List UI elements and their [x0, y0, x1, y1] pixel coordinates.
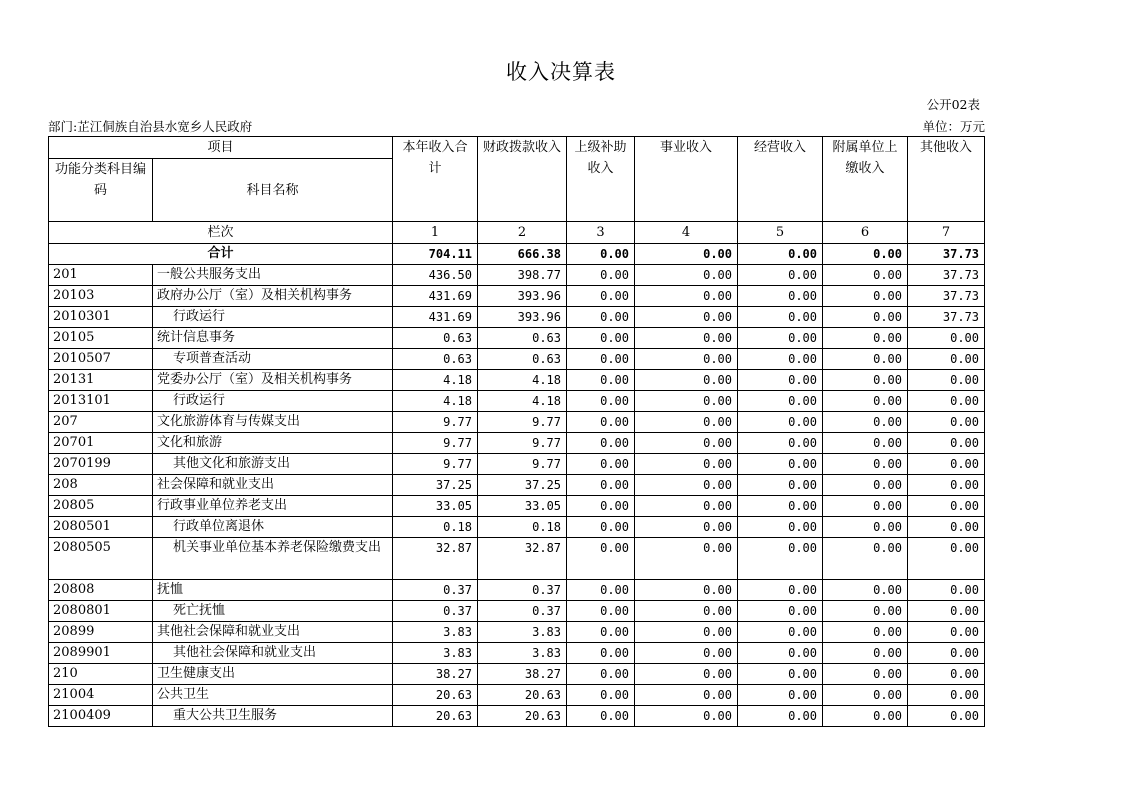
- amount-cell: 38.27: [393, 664, 478, 685]
- subject-code: 207: [49, 412, 153, 433]
- amount-cell: 0.00: [567, 685, 635, 706]
- table-row: [49, 517, 985, 538]
- amount-cell: 0.00: [823, 664, 908, 685]
- amount-cell: 0.37: [478, 580, 567, 601]
- amount-cell: 0.00: [823, 286, 908, 307]
- amount-cell: 398.77: [478, 265, 567, 286]
- header-col-superior: 上级补助收入: [567, 137, 635, 222]
- subject-name: 统计信息事务: [153, 328, 393, 349]
- amount-cell: 0.00: [823, 685, 908, 706]
- subject-name: 公共卫生: [153, 685, 393, 706]
- amount-cell: 4.18: [478, 370, 567, 391]
- amount-cell: 9.77: [393, 454, 478, 475]
- amount-cell: 0.00: [823, 706, 908, 727]
- amount-cell: 0.00: [567, 580, 635, 601]
- amount-cell: 0.00: [823, 538, 908, 580]
- table-row: [49, 685, 985, 706]
- subject-name: 卫生健康支出: [153, 664, 393, 685]
- amount-cell: 0.00: [635, 706, 738, 727]
- amount-cell: 0.00: [738, 433, 823, 454]
- amount-cell: 0.00: [738, 601, 823, 622]
- subject-name: 党委办公厅（室）及相关机构事务: [153, 370, 393, 391]
- amount-cell: 9.77: [478, 433, 567, 454]
- amount-cell: 0.00: [567, 307, 635, 328]
- header-col-business: 事业收入: [635, 137, 738, 222]
- amount-cell: 0.00: [635, 286, 738, 307]
- table-row: [49, 307, 985, 328]
- total-value: 666.38: [478, 244, 567, 265]
- amount-cell: 0.00: [567, 454, 635, 475]
- amount-cell: 0.00: [738, 454, 823, 475]
- unit-label: 单位：万元: [922, 119, 985, 134]
- amount-cell: 0.00: [823, 517, 908, 538]
- amount-cell: 0.00: [567, 496, 635, 517]
- subject-code: 20103: [49, 286, 153, 307]
- amount-cell: 0.00: [567, 601, 635, 622]
- col-number: 2: [478, 222, 567, 244]
- amount-cell: 33.05: [478, 496, 567, 517]
- amount-cell: 0.00: [738, 307, 823, 328]
- amount-cell: 0.00: [635, 328, 738, 349]
- subject-code: 21004: [49, 685, 153, 706]
- table-row: [49, 391, 985, 412]
- subject-name: 文化旅游体育与传媒支出: [153, 412, 393, 433]
- table-row: [49, 664, 985, 685]
- amount-cell: 0.00: [635, 664, 738, 685]
- amount-cell: 32.87: [393, 538, 478, 580]
- amount-cell: 0.00: [567, 265, 635, 286]
- amount-cell: 0.00: [908, 643, 985, 664]
- amount-cell: 9.77: [393, 412, 478, 433]
- table-row: [49, 349, 985, 370]
- amount-cell: 0.00: [823, 391, 908, 412]
- table-row: [49, 433, 985, 454]
- subject-code: 20105: [49, 328, 153, 349]
- subject-code: 2013101: [49, 391, 153, 412]
- header-name: 科目名称: [153, 159, 393, 222]
- table-row: [49, 538, 985, 580]
- amount-cell: 0.00: [635, 454, 738, 475]
- subject-name: 行政运行: [153, 391, 393, 412]
- subject-name: 行政事业单位养老支出: [153, 496, 393, 517]
- amount-cell: 0.00: [635, 685, 738, 706]
- amount-cell: 0.00: [738, 370, 823, 391]
- amount-cell: 0.00: [738, 580, 823, 601]
- amount-cell: 0.00: [908, 706, 985, 727]
- subject-code: 2100409: [49, 706, 153, 727]
- subject-name: 文化和旅游: [153, 433, 393, 454]
- amount-cell: 0.00: [908, 412, 985, 433]
- table-row: [49, 475, 985, 496]
- amount-cell: 0.63: [393, 349, 478, 370]
- header-col-other: 其他收入: [908, 137, 985, 222]
- amount-cell: 37.73: [908, 286, 985, 307]
- total-value: 0.00: [567, 244, 635, 265]
- amount-cell: 0.00: [738, 496, 823, 517]
- amount-cell: 0.00: [567, 664, 635, 685]
- subject-name: 机关事业单位基本养老保险缴费支出: [153, 538, 393, 580]
- amount-cell: 0.00: [635, 601, 738, 622]
- amount-cell: 20.63: [478, 685, 567, 706]
- amount-cell: 0.00: [823, 349, 908, 370]
- amount-cell: 0.00: [567, 328, 635, 349]
- amount-cell: 0.00: [567, 706, 635, 727]
- amount-cell: 0.00: [635, 517, 738, 538]
- amount-cell: 431.69: [393, 286, 478, 307]
- subject-name: 行政单位离退休: [153, 517, 393, 538]
- amount-cell: 0.00: [908, 475, 985, 496]
- amount-cell: 0.00: [908, 454, 985, 475]
- income-table: [48, 136, 985, 727]
- header-col-total: 本年收入合计: [393, 137, 478, 222]
- amount-cell: 0.00: [823, 643, 908, 664]
- subject-name: 一般公共服务支出: [153, 265, 393, 286]
- amount-cell: 393.96: [478, 307, 567, 328]
- amount-cell: 3.83: [478, 622, 567, 643]
- amount-cell: 9.77: [478, 412, 567, 433]
- amount-cell: 0.00: [738, 475, 823, 496]
- amount-cell: 9.77: [393, 433, 478, 454]
- total-value: 0.00: [635, 244, 738, 265]
- amount-cell: 0.00: [635, 643, 738, 664]
- subject-code: 20805: [49, 496, 153, 517]
- header-project: 项目: [49, 137, 393, 159]
- amount-cell: 0.00: [567, 370, 635, 391]
- amount-cell: 0.00: [635, 433, 738, 454]
- amount-cell: 0.00: [738, 538, 823, 580]
- amount-cell: 0.00: [567, 286, 635, 307]
- amount-cell: 0.63: [478, 328, 567, 349]
- amount-cell: 37.25: [478, 475, 567, 496]
- amount-cell: 0.18: [478, 517, 567, 538]
- amount-cell: 0.00: [908, 349, 985, 370]
- amount-cell: 32.87: [478, 538, 567, 580]
- amount-cell: 0.00: [908, 370, 985, 391]
- amount-cell: 0.00: [635, 370, 738, 391]
- amount-cell: 0.00: [823, 433, 908, 454]
- amount-cell: 0.18: [393, 517, 478, 538]
- total-label: 合计: [49, 244, 393, 265]
- total-value: 704.11: [393, 244, 478, 265]
- amount-cell: 393.96: [478, 286, 567, 307]
- amount-cell: 436.50: [393, 265, 478, 286]
- amount-cell: 0.00: [738, 643, 823, 664]
- amount-cell: 0.00: [635, 349, 738, 370]
- amount-cell: 0.00: [567, 622, 635, 643]
- header-code: 功能分类科目编码: [49, 159, 153, 222]
- amount-cell: 0.00: [635, 265, 738, 286]
- amount-cell: 0.00: [823, 580, 908, 601]
- amount-cell: 4.18: [478, 391, 567, 412]
- amount-cell: 0.00: [738, 706, 823, 727]
- amount-cell: 0.00: [908, 328, 985, 349]
- amount-cell: 0.00: [823, 601, 908, 622]
- amount-cell: 0.00: [908, 391, 985, 412]
- table-row: [49, 496, 985, 517]
- table-number: 公开02表: [926, 97, 980, 112]
- amount-cell: 0.00: [908, 496, 985, 517]
- subject-code: 20899: [49, 622, 153, 643]
- amount-cell: 37.25: [393, 475, 478, 496]
- amount-cell: 3.83: [478, 643, 567, 664]
- table-row: [49, 706, 985, 727]
- subject-code: 2080501: [49, 517, 153, 538]
- amount-cell: 0.00: [823, 454, 908, 475]
- amount-cell: 0.00: [635, 475, 738, 496]
- table-row: [49, 601, 985, 622]
- amount-cell: 0.00: [823, 622, 908, 643]
- amount-cell: 3.83: [393, 643, 478, 664]
- amount-cell: 0.00: [738, 412, 823, 433]
- amount-cell: 0.00: [823, 307, 908, 328]
- subject-code: 2080801: [49, 601, 153, 622]
- header-col-affiliated: 附属单位上缴收入: [823, 137, 908, 222]
- amount-cell: 0.00: [908, 685, 985, 706]
- subject-name: 其他社会保障和就业支出: [153, 622, 393, 643]
- table-row: [49, 286, 985, 307]
- amount-cell: 38.27: [478, 664, 567, 685]
- amount-cell: 0.00: [567, 433, 635, 454]
- table-row: [49, 370, 985, 391]
- subject-name: 其他社会保障和就业支出: [153, 643, 393, 664]
- amount-cell: 0.00: [567, 517, 635, 538]
- subject-code: 2089901: [49, 643, 153, 664]
- amount-cell: 0.00: [738, 517, 823, 538]
- amount-cell: 0.00: [738, 328, 823, 349]
- amount-cell: 20.63: [478, 706, 567, 727]
- subject-code: 208: [49, 475, 153, 496]
- amount-cell: 0.00: [738, 349, 823, 370]
- subject-code: 210: [49, 664, 153, 685]
- subject-name: 政府办公厅（室）及相关机构事务: [153, 286, 393, 307]
- subject-name: 抚恤: [153, 580, 393, 601]
- amount-cell: 0.00: [823, 265, 908, 286]
- header-col-fiscal: 财政拨款收入: [478, 137, 567, 222]
- amount-cell: 0.00: [908, 601, 985, 622]
- subject-code: 20808: [49, 580, 153, 601]
- amount-cell: 0.00: [908, 622, 985, 643]
- subject-name: 重大公共卫生服务: [153, 706, 393, 727]
- amount-cell: 0.00: [567, 475, 635, 496]
- amount-cell: 0.00: [738, 664, 823, 685]
- subject-code: 2010507: [49, 349, 153, 370]
- subject-name: 专项普查活动: [153, 349, 393, 370]
- amount-cell: 0.00: [635, 391, 738, 412]
- amount-cell: 0.00: [567, 538, 635, 580]
- amount-cell: 37.73: [908, 265, 985, 286]
- amount-cell: 0.00: [823, 412, 908, 433]
- header-col-operating: 经营收入: [738, 137, 823, 222]
- amount-cell: 0.00: [823, 496, 908, 517]
- amount-cell: 0.37: [393, 580, 478, 601]
- amount-cell: 0.00: [823, 475, 908, 496]
- subject-name: 其他文化和旅游支出: [153, 454, 393, 475]
- amount-cell: 0.00: [738, 391, 823, 412]
- amount-cell: 0.00: [635, 496, 738, 517]
- amount-cell: 0.00: [738, 685, 823, 706]
- col-number: 4: [635, 222, 738, 244]
- amount-cell: 0.00: [635, 412, 738, 433]
- amount-cell: 0.00: [908, 517, 985, 538]
- table-row: [49, 643, 985, 664]
- amount-cell: 4.18: [393, 391, 478, 412]
- subject-code: 20131: [49, 370, 153, 391]
- table-row: [49, 580, 985, 601]
- total-value: 0.00: [738, 244, 823, 265]
- table-row: [49, 328, 985, 349]
- table-row: [49, 454, 985, 475]
- subject-code: 2080505: [49, 538, 153, 580]
- amount-cell: 0.37: [478, 601, 567, 622]
- amount-cell: 0.00: [908, 664, 985, 685]
- col-number: 7: [908, 222, 985, 244]
- header-lanci: 栏次: [49, 222, 393, 244]
- amount-cell: 0.00: [908, 580, 985, 601]
- amount-cell: 0.00: [823, 370, 908, 391]
- amount-cell: 37.73: [908, 307, 985, 328]
- amount-cell: 0.63: [478, 349, 567, 370]
- amount-cell: 0.00: [567, 349, 635, 370]
- amount-cell: 33.05: [393, 496, 478, 517]
- amount-cell: 4.18: [393, 370, 478, 391]
- subject-name: 行政运行: [153, 307, 393, 328]
- col-number: 3: [567, 222, 635, 244]
- amount-cell: 0.00: [635, 580, 738, 601]
- total-row: [49, 244, 985, 265]
- amount-cell: 9.77: [478, 454, 567, 475]
- amount-cell: 0.00: [635, 307, 738, 328]
- amount-cell: 20.63: [393, 706, 478, 727]
- amount-cell: 0.00: [738, 622, 823, 643]
- col-number: 1: [393, 222, 478, 244]
- subject-code: 201: [49, 265, 153, 286]
- amount-cell: 0.00: [567, 391, 635, 412]
- amount-cell: 0.00: [738, 286, 823, 307]
- amount-cell: 20.63: [393, 685, 478, 706]
- subject-code: 20701: [49, 433, 153, 454]
- amount-cell: 0.00: [567, 643, 635, 664]
- amount-cell: 0.00: [635, 622, 738, 643]
- amount-cell: 0.00: [635, 538, 738, 580]
- col-number: 5: [738, 222, 823, 244]
- amount-cell: 0.37: [393, 601, 478, 622]
- amount-cell: 0.00: [738, 265, 823, 286]
- subject-code: 2010301: [49, 307, 153, 328]
- amount-cell: 0.00: [823, 328, 908, 349]
- subject-name: 死亡抚恤: [153, 601, 393, 622]
- col-number: 6: [823, 222, 908, 244]
- subject-name: 社会保障和就业支出: [153, 475, 393, 496]
- amount-cell: 0.63: [393, 328, 478, 349]
- amount-cell: 3.83: [393, 622, 478, 643]
- subject-code: 2070199: [49, 454, 153, 475]
- amount-cell: 431.69: [393, 307, 478, 328]
- table-row: [49, 412, 985, 433]
- total-value: 37.73: [908, 244, 985, 265]
- page-title: 收入决算表: [506, 60, 616, 84]
- table-row: [49, 265, 985, 286]
- amount-cell: 0.00: [567, 412, 635, 433]
- amount-cell: 0.00: [908, 433, 985, 454]
- table-row: [49, 622, 985, 643]
- total-value: 0.00: [823, 244, 908, 265]
- department-label: 部门:芷江侗族自治县水宽乡人民政府: [48, 119, 253, 134]
- amount-cell: 0.00: [908, 538, 985, 580]
